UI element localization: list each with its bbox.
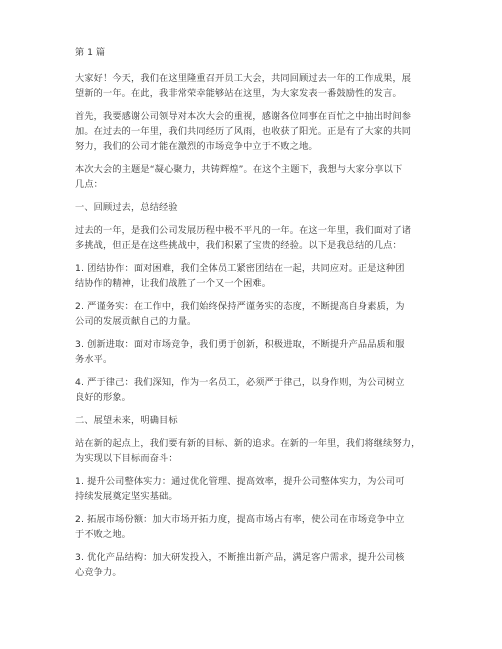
paragraph [75,162,431,192]
paragraph-line: 为实现以下目标而奋斗： [75,453,178,464]
paragraph-line: 结协作的精神，让我们战胜了一个又一个困难。 [75,278,272,289]
paragraph [75,337,431,367]
paragraph-line: 大家好！今天，我们在这里隆重召开员工大会，共同回顾过去一年的工作成果，展 [75,73,412,84]
paragraph [75,512,431,542]
paragraph-line: 2. 拓展市场份额：加大市场开拓力度，提高市场占有率，使公司在市场竞争中立 [75,514,405,525]
paragraph-line: 务水平。 [75,354,113,365]
paragraph-line: 加。在过去的一年里，我们共同经历了风雨，也收获了阳光。正是有了大家的共同 [75,126,412,137]
paragraph-line: 良好的形象。 [75,392,132,403]
paragraph-line: 心竞争力。 [75,567,122,578]
paragraph-line: 努力，我们的公司才能在激烈的市场竞争中立于不败之地。 [75,141,318,152]
paragraph [75,550,431,580]
paragraph [75,375,431,405]
paragraph [75,71,431,101]
paragraph [75,436,431,466]
paragraph-line: 2. 严谨务实：在工作中，我们始终保持严谨务实的态度，不断提高自身素质，为 [75,301,405,312]
paragraph-line: 站在新的起点上，我们要有新的目标、新的追求。在新的一年里，我们将继续努力， [75,438,421,449]
section-title: 第 1 篇 [75,47,106,58]
paragraph-line: 3. 优化产品结构：加大研发投入，不断推出新产品，满足客户需求，提升公司核 [75,552,405,563]
document-body [75,46,431,588]
paragraph-list [75,71,431,580]
paragraph-line: 二、展望未来，明确目标 [75,415,178,426]
paragraph-line: 持续发展奠定坚实基础。 [75,491,178,502]
paragraph [75,223,431,253]
paragraph-line: 首先，我要感谢公司领导对本次大会的重视，感谢各位同事在百忙之中抽出时间参 [75,111,412,122]
paragraph-line: 过去的一年，是我们公司发展历程中极不平凡的一年。在这一年里，我们面对了诸 [75,225,412,236]
paragraph-line: 1. 提升公司整体实力：通过优化管理、提高效率，提升公司整体实力，为公司可 [75,476,405,487]
paragraph [75,109,431,154]
paragraph [75,299,431,329]
paragraph-line: 3. 创新进取：面对市场竞争，我们勇于创新，积极进取，不断提升产品品质和服 [75,339,405,350]
paragraph [75,261,431,291]
paragraph-line: 几点： [75,179,104,190]
paragraph-line: 一、回顾过去，总结经验 [75,202,178,213]
paragraph-line: 公司的发展贡献自己的力量。 [75,316,197,327]
paragraph-line: 本次大会的主题是“凝心聚力，共铸辉煌”。在这个主题下，我想与大家分享以下 [75,164,403,175]
paragraph [75,413,431,428]
paragraph-line: 多挑战，但正是在这些挑战中，我们积累了宝贵的经验。以下是我总结的几点： [75,240,402,251]
paragraph-line: 于不败之地。 [75,529,132,540]
paragraph [75,474,431,504]
paragraph [75,200,431,215]
paragraph-line: 4. 严于律己：我们深知，作为一名员工，必须严于律己，以身作则，为公司树立 [75,377,405,388]
paragraph-line: 望新的一年。在此，我非常荣幸能够站在这里，为大家发表一番鼓励性的发言。 [75,88,402,99]
paragraph-line: 1. 团结协作：面对困难，我们全体员工紧密团结在一起，共同应对。正是这种团 [75,263,405,274]
